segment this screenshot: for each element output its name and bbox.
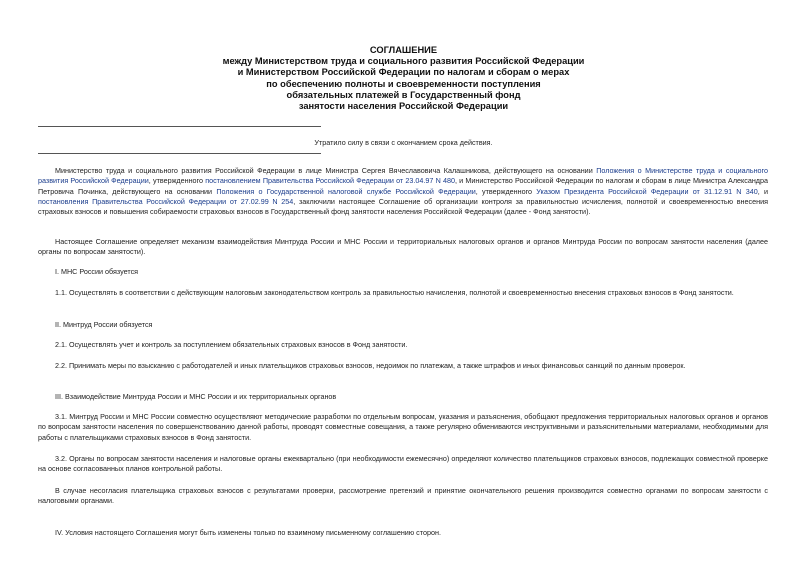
intro-text: , утвержденного [475,186,537,196]
intro-text: , заключили настоящее Соглашение об организации контроля за правильностью исчисления, полнотой и своевременностью внесения страховых взносов и повышения собираемости страховых взносов в Государственный фонд занятости населения Российской Федерации (далее - Фонд занятости). [38,196,768,217]
status-note: Утратило силу в связи с окончанием срока действия. [314,138,493,147]
paragraph-1-1: 1.1. Осуществлять в соответствии с действующим налоговым законодательством контроль за правильностью начисления, полнотой и своевременностью внесения страховых взносов в Фонд занятости. [55,288,734,297]
title-line: между Министерством труда и социального развития Российской Федерации [222,56,585,67]
paragraph-2-1: 2.1. Осуществлять учет и контроль за поступлением обязательных страховых взносов в Фонд занятости. [55,340,408,349]
title-line: и Министерством Российской Федерации по налогам и сборам о мерах [237,67,570,78]
section-heading: II. Минтруд России обязуется [55,320,153,329]
intro-text: , утвержденного [148,176,206,186]
divider-top [38,126,321,127]
intro-text: Министерство труда и социального развития Российской Федерации в лице Министра Сергея Вячеславовича Калашникова, действующего на основании [55,166,597,175]
section-heading: I. МНС России обязуется [55,267,139,276]
intro-text: , и [757,186,768,196]
paragraph-mechanism: Настоящее Соглашение определяет механизм взаимодействия Минтруда России и МНС России и территориальных налоговых органов и органов Минтруда России по вопросам занятости населения (далее органы по вопросам занятости). [38,237,768,257]
title-line: занятости населения Российской Федерации [298,101,509,112]
section-heading: III. Взаимодействие Минтруда России и МНС России и их территориальных органов [55,392,337,401]
intro-text: , и Министерство Российской Федерации по налогам и сборам в лице Министра Александра Петровича Починка, действующего на основании [38,176,768,196]
divider-bottom [38,153,321,154]
paragraph-3-1: 3.1. Минтруд России и МНС России совместно осуществляют методические разработки по отдельным вопросам, указания и разъяснения, обобщают предложения территориальных налоговых органов и органов по вопросам занятости населения по совершенствованию данной работы, проводят совместные совещания, а также регулярно обмениваются инструктивными и разъяснительными материалами, необходимыми для работы с плательщиками страховых взносов в Фонд занятости. [38,412,768,442]
link-presidential-decree-340[interactable]: Указом Президента Российской Федерации от 31.12.91 N 340 [536,186,758,196]
title-line: СОГЛАШЕНИЕ [369,45,438,55]
paragraph-4: IV. Условия настоящего Соглашения могут быть изменены только по взаимному письменному соглашению сторон. [55,528,441,537]
paragraph-3-2: 3.2. Органы по вопросам занятости населения и налоговые органы ежеквартально (при необходимости ежемесячно) определяют количество плательщиков страховых взносов, подлежащих совместной проверке на основе согласованных планов контрольной работы. [38,454,768,474]
intro-paragraph [38,166,768,217]
link-tax-service-regulation[interactable]: Положения о Государственной налоговой службе Российской Федерации [216,186,476,196]
paragraph-3-3: В случае несогласия плательщика страховых взносов с результатами проверки, рассмотрение претензий и принятие окончательного решения производится совместно органами по вопросам занятости с налоговыми органами. [38,486,768,506]
title-line: обязательных платежей в Государственный фонд [286,89,521,100]
document-title [0,45,807,112]
paragraph-2-2: 2.2. Принимать меры по взысканию с работодателей и иных плательщиков страховых взносов, недоимок по платежам, а также штрафов и иных финансовых санкций по данным проверок. [55,361,686,370]
link-government-resolution-254[interactable]: постановления Правительства Российской Федерации от 27.02.99 N 254 [38,196,294,206]
link-ministry-regulation[interactable]: Положения о Министерстве труда и социального развития Российской Федерации [38,166,768,186]
link-government-resolution-480[interactable]: постановлением Правительства Российской Федерации от 23.04.97 N 480 [205,176,455,186]
title-line: по обеспечению полноты и своевременности поступления [266,78,541,89]
